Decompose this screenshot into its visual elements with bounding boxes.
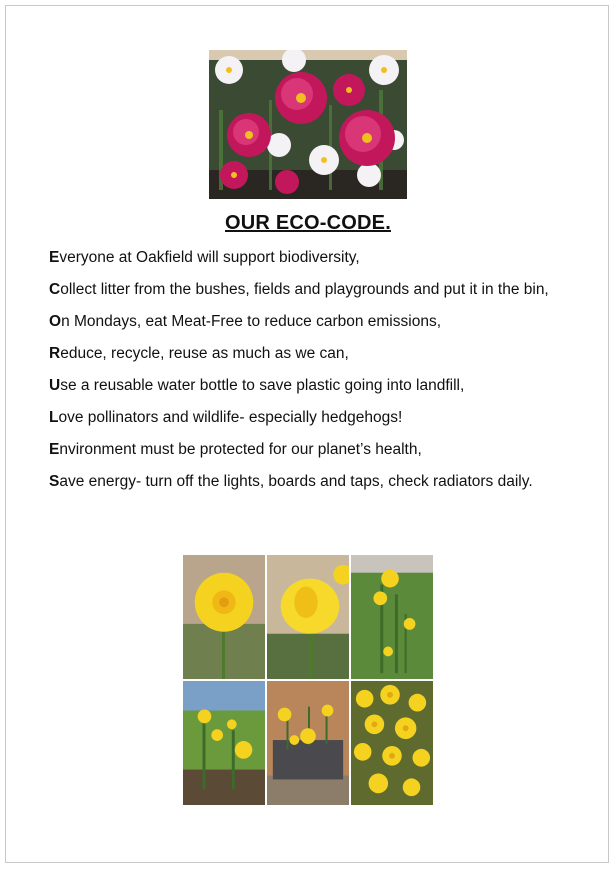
list-item bbox=[49, 342, 569, 366]
list-item bbox=[49, 374, 569, 398]
page-title: OUR ECO-CODE. bbox=[225, 212, 391, 234]
daffodils-garden bbox=[182, 680, 266, 806]
list-item bbox=[49, 470, 569, 494]
initial-letter: L bbox=[49, 409, 59, 426]
line-text: ove pollinators and wildlife- especially hedgehogs! bbox=[58, 409, 403, 426]
eco-code-list bbox=[49, 246, 569, 502]
initial-letter: O bbox=[49, 313, 62, 330]
list-item bbox=[49, 246, 569, 270]
list-item bbox=[49, 310, 569, 334]
daffodil-photo-grid bbox=[182, 554, 434, 806]
line-text: ave energy- turn off the lights, boards and taps, check radiators daily. bbox=[59, 473, 533, 490]
initial-letter: S bbox=[49, 473, 60, 490]
daffodils-planter bbox=[266, 680, 350, 806]
daffodils-lawn bbox=[350, 554, 434, 680]
line-text: veryone at Oakfield will support biodiversity, bbox=[59, 249, 360, 266]
list-item bbox=[49, 278, 569, 302]
initial-letter: R bbox=[49, 345, 61, 362]
initial-letter: U bbox=[49, 377, 61, 394]
list-item bbox=[49, 438, 569, 462]
list-item bbox=[49, 406, 569, 430]
initial-letter: E bbox=[49, 441, 60, 458]
daffodil-closeup-2 bbox=[266, 554, 350, 680]
line-text: se a reusable water bottle to save plastic going into landfill, bbox=[60, 377, 465, 394]
line-text: nvironment must be protected for our planet’s health, bbox=[59, 441, 422, 458]
daffodil-closeup-1 bbox=[182, 554, 266, 680]
initial-letter: C bbox=[49, 281, 61, 298]
cosmos-flowers-photo bbox=[209, 50, 407, 199]
line-text: educe, recycle, reuse as much as we can, bbox=[60, 345, 349, 362]
line-text: n Mondays, eat Meat-Free to reduce carbon emissions, bbox=[61, 313, 441, 330]
initial-letter: E bbox=[49, 249, 60, 266]
daffodils-bunch bbox=[350, 680, 434, 806]
document-page bbox=[5, 5, 609, 863]
line-text: ollect litter from the bushes, fields and playgrounds and put it in the bin, bbox=[60, 281, 549, 298]
